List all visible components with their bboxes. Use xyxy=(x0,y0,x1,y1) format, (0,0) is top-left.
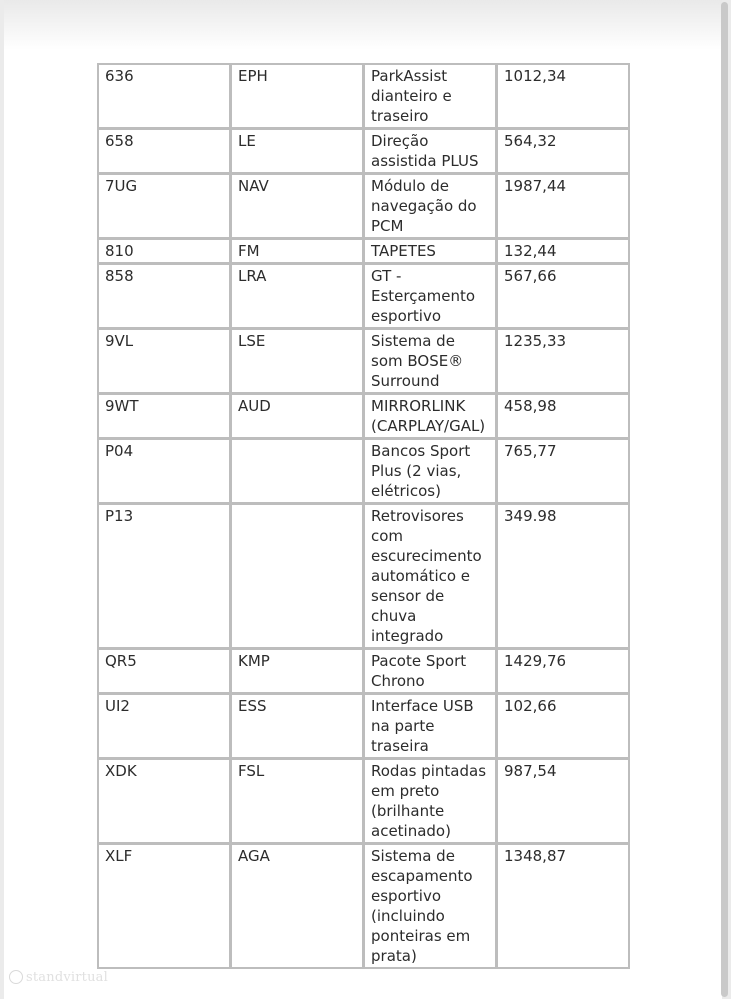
option-price: 458,98 xyxy=(497,394,629,438)
option-price: 987,54 xyxy=(497,759,629,843)
option-description: Sistema de som BOSE® Surround xyxy=(364,329,496,393)
option-description: Rodas pintadas em preto (brilhante acetinado) xyxy=(364,759,496,843)
option-price: 765,77 xyxy=(497,439,629,503)
option-code: 636 xyxy=(98,64,230,128)
table-row xyxy=(98,439,629,503)
option-abbr: KMP xyxy=(231,649,363,693)
option-description: TAPETES xyxy=(364,239,496,263)
table-row xyxy=(98,694,629,758)
option-code: 9WT xyxy=(98,394,230,438)
option-code: 858 xyxy=(98,264,230,328)
option-code: 7UG xyxy=(98,174,230,238)
option-description: GT - Esterçamento esportivo xyxy=(364,264,496,328)
option-code: P13 xyxy=(98,504,230,648)
option-code: 9VL xyxy=(98,329,230,393)
table-row xyxy=(98,239,629,263)
option-abbr: EPH xyxy=(231,64,363,128)
option-abbr: ESS xyxy=(231,694,363,758)
option-description: Pacote Sport Chrono xyxy=(364,649,496,693)
option-description: Direção assistida PLUS xyxy=(364,129,496,173)
option-price: 567,66 xyxy=(497,264,629,328)
option-code: 810 xyxy=(98,239,230,263)
option-code: XDK xyxy=(98,759,230,843)
option-abbr: AUD xyxy=(231,394,363,438)
option-abbr: LSE xyxy=(231,329,363,393)
option-price: 102,66 xyxy=(497,694,629,758)
table-row xyxy=(98,759,629,843)
option-abbr: AGA xyxy=(231,844,363,968)
option-abbr: FM xyxy=(231,239,363,263)
option-description: Interface USB na parte traseira xyxy=(364,694,496,758)
table-row xyxy=(98,64,629,128)
option-price: 1429,76 xyxy=(497,649,629,693)
option-abbr: FSL xyxy=(231,759,363,843)
watermark-text: standvirtual xyxy=(26,969,108,985)
option-description: ParkAssist dianteiro e traseiro xyxy=(364,64,496,128)
option-price: 1348,87 xyxy=(497,844,629,968)
option-abbr: LRA xyxy=(231,264,363,328)
scrollbar[interactable] xyxy=(721,2,728,997)
table-row xyxy=(98,504,629,648)
option-abbr xyxy=(231,439,363,503)
table-row xyxy=(98,394,629,438)
option-price: 1987,44 xyxy=(497,174,629,238)
options-price-table xyxy=(97,63,630,969)
option-abbr xyxy=(231,504,363,648)
option-price: 132,44 xyxy=(497,239,629,263)
table-row xyxy=(98,844,629,968)
option-abbr: NAV xyxy=(231,174,363,238)
watermark xyxy=(9,966,108,988)
table-row xyxy=(98,129,629,173)
table-row xyxy=(98,329,629,393)
option-abbr: LE xyxy=(231,129,363,173)
option-description: MIRRORLINK (CARPLAY/GAL) xyxy=(364,394,496,438)
option-description: Retrovisores com escurecimento automático e sensor de chuva integrado xyxy=(364,504,496,648)
option-code: XLF xyxy=(98,844,230,968)
top-shadow xyxy=(4,0,722,50)
option-price: 1012,34 xyxy=(497,64,629,128)
option-price: 349.98 xyxy=(497,504,629,648)
option-code: 658 xyxy=(98,129,230,173)
option-code: UI2 xyxy=(98,694,230,758)
table-row xyxy=(98,174,629,238)
table-row xyxy=(98,264,629,328)
option-code: QR5 xyxy=(98,649,230,693)
table-row xyxy=(98,649,629,693)
option-description: Sistema de escapamento esportivo (incluindo ponteiras em prata) xyxy=(364,844,496,968)
option-price: 564,32 xyxy=(497,129,629,173)
option-code: P04 xyxy=(98,439,230,503)
option-description: Módulo de navegação do PCM xyxy=(364,174,496,238)
option-price: 1235,33 xyxy=(497,329,629,393)
standvirtual-logo-icon xyxy=(9,970,23,984)
option-description: Bancos Sport Plus (2 vias, elétricos) xyxy=(364,439,496,503)
